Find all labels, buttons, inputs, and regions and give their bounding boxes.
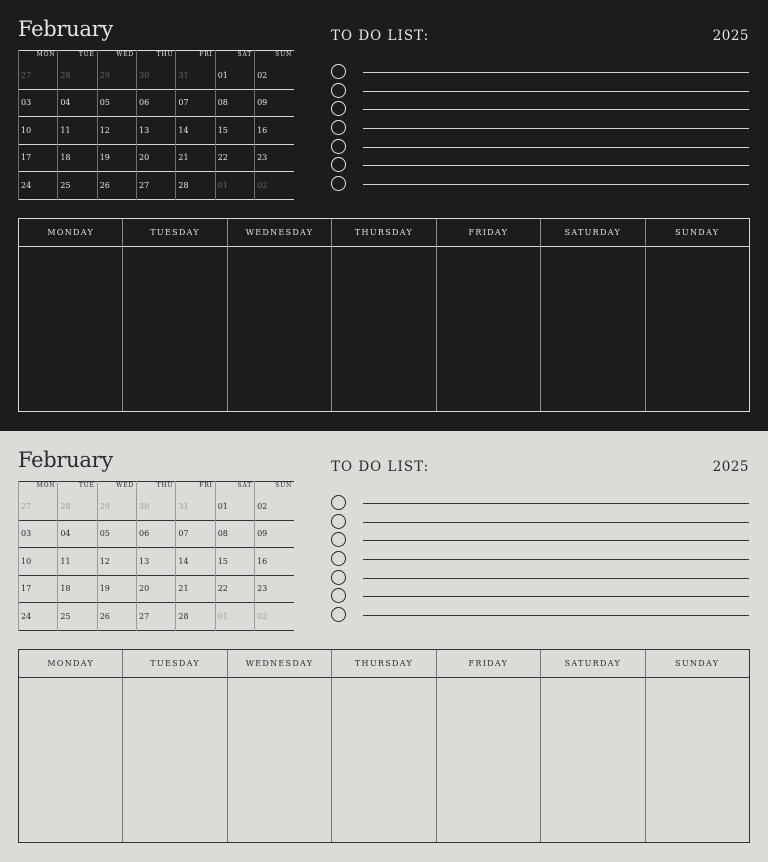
todo-list-title: TO DO LIST: bbox=[331, 459, 430, 475]
weekday-column bbox=[436, 219, 540, 411]
mini-calendar-weekday: TUE bbox=[58, 482, 97, 493]
weekday-notes-area[interactable] bbox=[541, 247, 644, 411]
weekly-grid bbox=[18, 218, 750, 412]
todo-writing-line[interactable] bbox=[363, 165, 749, 166]
todo-checkbox-circle[interactable] bbox=[331, 514, 346, 529]
weekday-header: THURSDAY bbox=[332, 219, 435, 247]
todo-writing-line[interactable] bbox=[363, 184, 749, 185]
todo-item bbox=[331, 137, 749, 156]
mini-calendar-day: 13 bbox=[137, 548, 176, 576]
mini-calendar-day: 27 bbox=[19, 62, 58, 90]
todo-writing-line[interactable] bbox=[363, 615, 749, 616]
mini-calendar-day: 07 bbox=[176, 520, 215, 548]
mini-calendar-day: 07 bbox=[176, 89, 215, 117]
mini-calendar-day: 02 bbox=[255, 493, 294, 521]
mini-calendar-day: 25 bbox=[58, 172, 97, 200]
mini-calendar-day: 30 bbox=[137, 493, 176, 521]
mini-calendar-day: 26 bbox=[97, 603, 136, 631]
weekday-notes-area[interactable] bbox=[332, 678, 435, 842]
mini-calendar-day: 08 bbox=[215, 89, 254, 117]
mini-calendar-day: 08 bbox=[215, 520, 254, 548]
mini-calendar-day: 23 bbox=[255, 575, 294, 603]
mini-calendar-weekday: MON bbox=[19, 51, 58, 62]
mini-calendar-week-row bbox=[19, 172, 295, 200]
mini-calendar-weekday: FRI bbox=[176, 482, 215, 493]
mini-calendar-day: 12 bbox=[97, 548, 136, 576]
todo-writing-line[interactable] bbox=[363, 72, 749, 73]
todo-checkbox-circle[interactable] bbox=[331, 101, 346, 116]
weekday-header: SUNDAY bbox=[646, 219, 749, 247]
mini-calendar-weekday: THU bbox=[137, 482, 176, 493]
weekday-column bbox=[436, 650, 540, 842]
mini-calendar-day: 09 bbox=[255, 89, 294, 117]
mini-calendar-day: 01 bbox=[215, 493, 254, 521]
weekday-header: SATURDAY bbox=[541, 219, 644, 247]
mini-calendar-weekday: WED bbox=[97, 51, 136, 62]
mini-calendar-day: 03 bbox=[19, 89, 58, 117]
mini-calendar-day: 31 bbox=[176, 62, 215, 90]
mini-calendar-day: 13 bbox=[137, 117, 176, 145]
mini-calendar-day: 05 bbox=[97, 520, 136, 548]
mini-calendar-day: 12 bbox=[97, 117, 136, 145]
mini-calendar-day: 01 bbox=[215, 603, 254, 631]
mini-calendar-weekday: MON bbox=[19, 482, 58, 493]
month-title: February bbox=[18, 17, 113, 41]
mini-calendar-day: 28 bbox=[176, 603, 215, 631]
weekday-column bbox=[645, 650, 749, 842]
mini-calendar-day: 04 bbox=[58, 89, 97, 117]
weekday-notes-area[interactable] bbox=[228, 247, 331, 411]
todo-item bbox=[331, 62, 749, 81]
mini-calendar-day: 26 bbox=[97, 172, 136, 200]
mini-calendar bbox=[18, 481, 294, 631]
todo-checkbox-circle[interactable] bbox=[331, 495, 346, 510]
weekday-column bbox=[331, 219, 435, 411]
todo-writing-line[interactable] bbox=[363, 109, 749, 110]
todo-item bbox=[331, 530, 749, 549]
todo-item bbox=[331, 549, 749, 568]
mini-calendar-day: 27 bbox=[137, 603, 176, 631]
todo-item bbox=[331, 99, 749, 118]
weekday-notes-area[interactable] bbox=[123, 678, 226, 842]
weekday-header: SATURDAY bbox=[541, 650, 644, 678]
todo-checkbox-circle[interactable] bbox=[331, 83, 346, 98]
mini-calendar-day: 17 bbox=[19, 575, 58, 603]
todo-checkbox-circle[interactable] bbox=[331, 176, 346, 191]
todo-writing-line[interactable] bbox=[363, 147, 749, 148]
todo-checkbox-circle[interactable] bbox=[331, 532, 346, 547]
weekday-header: TUESDAY bbox=[123, 219, 226, 247]
mini-calendar-day: 27 bbox=[19, 493, 58, 521]
mini-calendar-weekday: THU bbox=[137, 51, 176, 62]
mini-calendar-weekday: SAT bbox=[215, 482, 254, 493]
todo-writing-line[interactable] bbox=[363, 128, 749, 129]
mini-calendar-day: 04 bbox=[58, 520, 97, 548]
mini-calendar-day: 15 bbox=[215, 548, 254, 576]
weekday-column bbox=[540, 650, 644, 842]
weekday-notes-area[interactable] bbox=[123, 247, 226, 411]
mini-calendar-day: 18 bbox=[58, 144, 97, 172]
mini-calendar-day: 01 bbox=[215, 62, 254, 90]
todo-checkbox-circle[interactable] bbox=[331, 120, 346, 135]
mini-calendar-day: 20 bbox=[137, 575, 176, 603]
mini-calendar-week-row bbox=[19, 603, 295, 631]
mini-calendar-day: 15 bbox=[215, 117, 254, 145]
todo-checkbox-circle[interactable] bbox=[331, 551, 346, 566]
mini-calendar-week-row bbox=[19, 493, 295, 521]
mini-calendar-day: 14 bbox=[176, 117, 215, 145]
mini-calendar-weekday: SUN bbox=[255, 51, 294, 62]
mini-calendar-week-row bbox=[19, 89, 295, 117]
mini-calendar-day: 16 bbox=[255, 117, 294, 145]
weekday-header: TUESDAY bbox=[123, 650, 226, 678]
todo-checkbox-circle[interactable] bbox=[331, 139, 346, 154]
weekday-header: THURSDAY bbox=[332, 650, 435, 678]
weekday-notes-area[interactable] bbox=[541, 678, 644, 842]
mini-calendar-weekday: TUE bbox=[58, 51, 97, 62]
mini-calendar-weekday: FRI bbox=[176, 51, 215, 62]
light-planner-panel bbox=[0, 431, 768, 862]
todo-writing-line[interactable] bbox=[363, 596, 749, 597]
todo-item bbox=[331, 493, 749, 512]
todo-list-title: TO DO LIST: bbox=[331, 28, 430, 44]
month-title: February bbox=[18, 448, 113, 472]
mini-calendar-day: 28 bbox=[58, 62, 97, 90]
mini-calendar-day: 19 bbox=[97, 575, 136, 603]
weekday-notes-area[interactable] bbox=[19, 247, 122, 411]
mini-calendar-day: 21 bbox=[176, 575, 215, 603]
mini-calendar-day: 21 bbox=[176, 144, 215, 172]
weekday-header: WEDNESDAY bbox=[228, 219, 331, 247]
weekday-header: FRIDAY bbox=[437, 650, 540, 678]
mini-calendar-day: 14 bbox=[176, 548, 215, 576]
mini-calendar-day: 06 bbox=[137, 89, 176, 117]
todo-item bbox=[331, 174, 749, 193]
weekly-grid bbox=[18, 649, 750, 843]
mini-calendar-day: 22 bbox=[215, 575, 254, 603]
mini-calendar-day: 02 bbox=[255, 62, 294, 90]
mini-calendar-day: 06 bbox=[137, 520, 176, 548]
mini-calendar-weekday: WED bbox=[97, 482, 136, 493]
todo-list bbox=[331, 62, 749, 193]
todo-writing-line[interactable] bbox=[363, 559, 749, 560]
year-label: 2025 bbox=[712, 28, 749, 44]
mini-calendar-day: 11 bbox=[58, 548, 97, 576]
todo-writing-line[interactable] bbox=[363, 503, 749, 504]
weekday-notes-area[interactable] bbox=[437, 247, 540, 411]
mini-calendar-day: 25 bbox=[58, 603, 97, 631]
weekday-header: MONDAY bbox=[19, 219, 122, 247]
mini-calendar-day: 29 bbox=[97, 493, 136, 521]
weekday-column bbox=[540, 219, 644, 411]
mini-calendar-day: 28 bbox=[58, 493, 97, 521]
mini-calendar-day: 19 bbox=[97, 144, 136, 172]
mini-calendar-day: 10 bbox=[19, 117, 58, 145]
weekday-header: WEDNESDAY bbox=[228, 650, 331, 678]
mini-calendar-day: 02 bbox=[255, 172, 294, 200]
mini-calendar-day: 24 bbox=[19, 172, 58, 200]
mini-calendar-day: 30 bbox=[137, 62, 176, 90]
todo-item bbox=[331, 605, 749, 624]
todo-checkbox-circle[interactable] bbox=[331, 607, 346, 622]
todo-item bbox=[331, 118, 749, 137]
mini-calendar-day: 16 bbox=[255, 548, 294, 576]
weekday-header: SUNDAY bbox=[646, 650, 749, 678]
weekday-column bbox=[122, 650, 226, 842]
todo-writing-line[interactable] bbox=[363, 578, 749, 579]
weekday-column bbox=[645, 219, 749, 411]
weekday-notes-area[interactable] bbox=[19, 678, 122, 842]
mini-calendar bbox=[18, 50, 294, 200]
weekday-column bbox=[19, 650, 122, 842]
todo-checkbox-circle[interactable] bbox=[331, 588, 346, 603]
todo-writing-line[interactable] bbox=[363, 522, 749, 523]
mini-calendar-day: 05 bbox=[97, 89, 136, 117]
mini-calendar-day: 17 bbox=[19, 144, 58, 172]
weekday-notes-area[interactable] bbox=[646, 678, 749, 842]
todo-item bbox=[331, 155, 749, 174]
year-label: 2025 bbox=[712, 459, 749, 475]
mini-calendar-day: 03 bbox=[19, 520, 58, 548]
mini-calendar-day: 02 bbox=[255, 603, 294, 631]
mini-calendar-week-row bbox=[19, 520, 295, 548]
weekday-column bbox=[331, 650, 435, 842]
weekday-column bbox=[19, 219, 122, 411]
mini-calendar-day: 20 bbox=[137, 144, 176, 172]
weekday-notes-area[interactable] bbox=[646, 247, 749, 411]
mini-calendar-day: 18 bbox=[58, 575, 97, 603]
mini-calendar-day: 29 bbox=[97, 62, 136, 90]
mini-calendar-week-row bbox=[19, 575, 295, 603]
weekday-column bbox=[122, 219, 226, 411]
todo-checkbox-circle[interactable] bbox=[331, 64, 346, 79]
mini-calendar-day: 24 bbox=[19, 603, 58, 631]
mini-calendar-week-row bbox=[19, 548, 295, 576]
todo-item bbox=[331, 81, 749, 100]
mini-calendar-day: 09 bbox=[255, 520, 294, 548]
mini-calendar-weekday: SAT bbox=[215, 51, 254, 62]
todo-checkbox-circle[interactable] bbox=[331, 570, 346, 585]
mini-calendar-week-row bbox=[19, 117, 295, 145]
mini-calendar-day: 28 bbox=[176, 172, 215, 200]
mini-calendar-day: 27 bbox=[137, 172, 176, 200]
mini-calendar-week-row bbox=[19, 62, 295, 90]
weekday-notes-area[interactable] bbox=[332, 247, 435, 411]
mini-calendar-day: 23 bbox=[255, 144, 294, 172]
mini-calendar-day: 22 bbox=[215, 144, 254, 172]
todo-item bbox=[331, 512, 749, 531]
mini-calendar-weekday: SUN bbox=[255, 482, 294, 493]
mini-calendar-day: 31 bbox=[176, 493, 215, 521]
weekday-notes-area[interactable] bbox=[228, 678, 331, 842]
weekday-column bbox=[227, 650, 331, 842]
todo-writing-line[interactable] bbox=[363, 540, 749, 541]
mini-calendar-day: 10 bbox=[19, 548, 58, 576]
mini-calendar-week-row bbox=[19, 144, 295, 172]
mini-calendar-day: 01 bbox=[215, 172, 254, 200]
weekday-header: FRIDAY bbox=[437, 219, 540, 247]
weekday-column bbox=[227, 219, 331, 411]
todo-list bbox=[331, 493, 749, 624]
todo-item bbox=[331, 568, 749, 587]
weekday-header: MONDAY bbox=[19, 650, 122, 678]
todo-item bbox=[331, 586, 749, 605]
todo-writing-line[interactable] bbox=[363, 91, 749, 92]
mini-calendar-day: 11 bbox=[58, 117, 97, 145]
weekday-notes-area[interactable] bbox=[437, 678, 540, 842]
todo-checkbox-circle[interactable] bbox=[331, 157, 346, 172]
